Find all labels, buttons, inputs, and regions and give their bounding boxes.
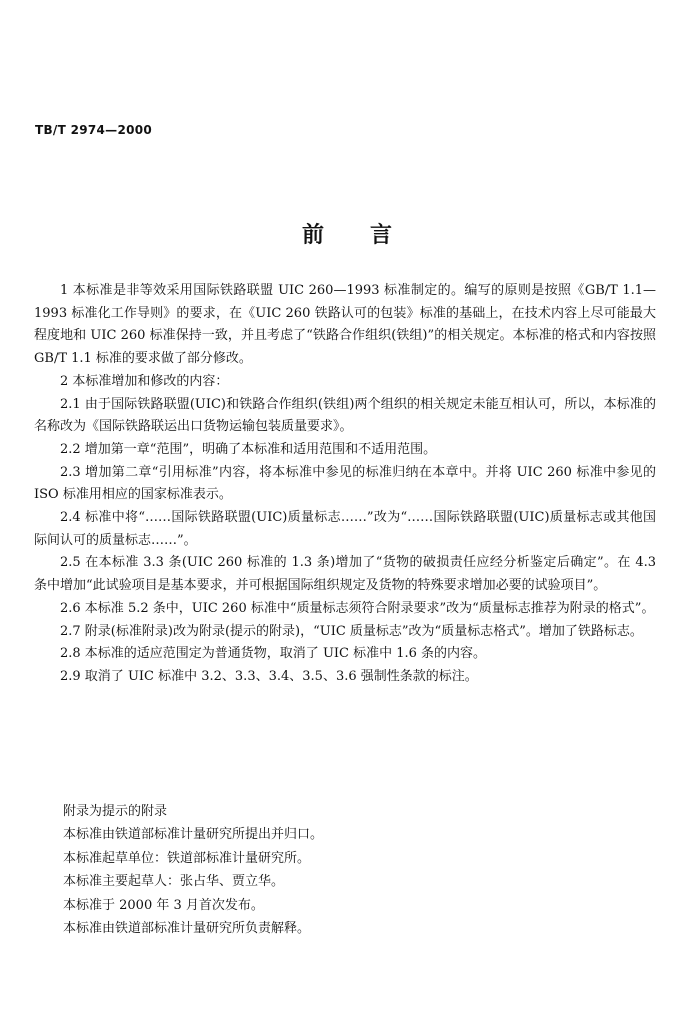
standard-code-header: TB/T 2974—2000	[35, 123, 153, 137]
paragraph-1: 1 本标准是非等效采用国际铁路联盟 UIC 260—1993 标准制定的。编写的原则是按照《GB/T 1.1—1993 标准化工作导则》的要求，在《UIC 260 铁路认可的包装》标准的基础上，在技术内容上尽可能最大程度地和 UIC 260 标准保持一致，并且考虑了“铁路合作组织(铁组)”的相关规定。本标准的格式和内容按照 GB/T 1.1 标准的要求做了部分修改。	[34, 283, 656, 367]
foreword-body	[34, 280, 656, 689]
paragraph-2-9: 2.9 取消了 UIC 标准中 3.2、3.3、3.4、3.5、3.6 强制性条款的标注。	[60, 668, 478, 684]
paragraph-2-3: 2.3 增加第二章“引用标准”内容，将本标准中参见的标准归纳在本章中。并将 UIC 260 标准中参见的 ISO 标准用相应的国家标准表示。	[34, 464, 656, 503]
appendix-notes	[63, 800, 653, 940]
appendix-note: 本标准主要起草人：张占华、贾立华。	[63, 874, 285, 890]
appendix-note: 本标准由铁道部标准计量研究所提出并归口。	[63, 827, 324, 843]
appendix-note: 附录为提示的附录	[63, 804, 168, 819]
paragraph-2-6: 2.6 本标准 5.2 条中，UIC 260 标准中“质量标志须符合附录要求”改为“质量标志推荐为附录的格式”。	[60, 600, 655, 616]
appendix-note: 本标准由铁道部标准计量研究所负责解释。	[63, 921, 311, 937]
paragraph-2-2: 2.2 增加第一章“范围”，明确了本标准和适用范围和不适用范围。	[60, 441, 437, 457]
title-char-1: 前	[301, 222, 324, 248]
paragraph-2-7: 2.7 附录(标准附录)改为附录(提示的附录)，“UIC 质量标志”改为“质量标志格式”。增加了铁路标志。	[60, 623, 643, 639]
appendix-note: 本标准起草单位：铁道部标准计量研究所。	[63, 850, 311, 866]
appendix-note: 本标准于 2000 年 3 月首次发布。	[63, 897, 264, 913]
paragraph-2-1: 2.1 由于国际铁路联盟(UIC)和铁路合作组织(铁组)两个组织的相关规定未能互相认可，所以，本标准的名称改为《国际铁路联运出口货物运输包装质量要求》。	[34, 396, 656, 435]
paragraph-2: 2 本标准增加和修改的内容：	[60, 373, 229, 389]
paragraph-2-4: 2.4 标准中将“……国际铁路联盟(UIC)质量标志……”改为“……国际铁路联盟(UIC)质量标志或其他国际间认可的质量标志……”。	[34, 510, 656, 548]
title-char-2: 言	[370, 222, 393, 248]
page-title	[0, 218, 694, 249]
paragraph-2-8: 2.8 本标准的适应范围定为普通货物，取消了 UIC 标准中 1.6 条的内容。	[60, 646, 487, 662]
paragraph-2-5: 2.5 在本标准 3.3 条(UIC 260 标准的 1.3 条)增加了“货物的破损责任应经分析鉴定后确定”。在 4.3 条中增加“此试验项目是基本要求，并可根据国际组织规定及货物的特殊要求增加必要的试验项目”。	[34, 555, 656, 594]
